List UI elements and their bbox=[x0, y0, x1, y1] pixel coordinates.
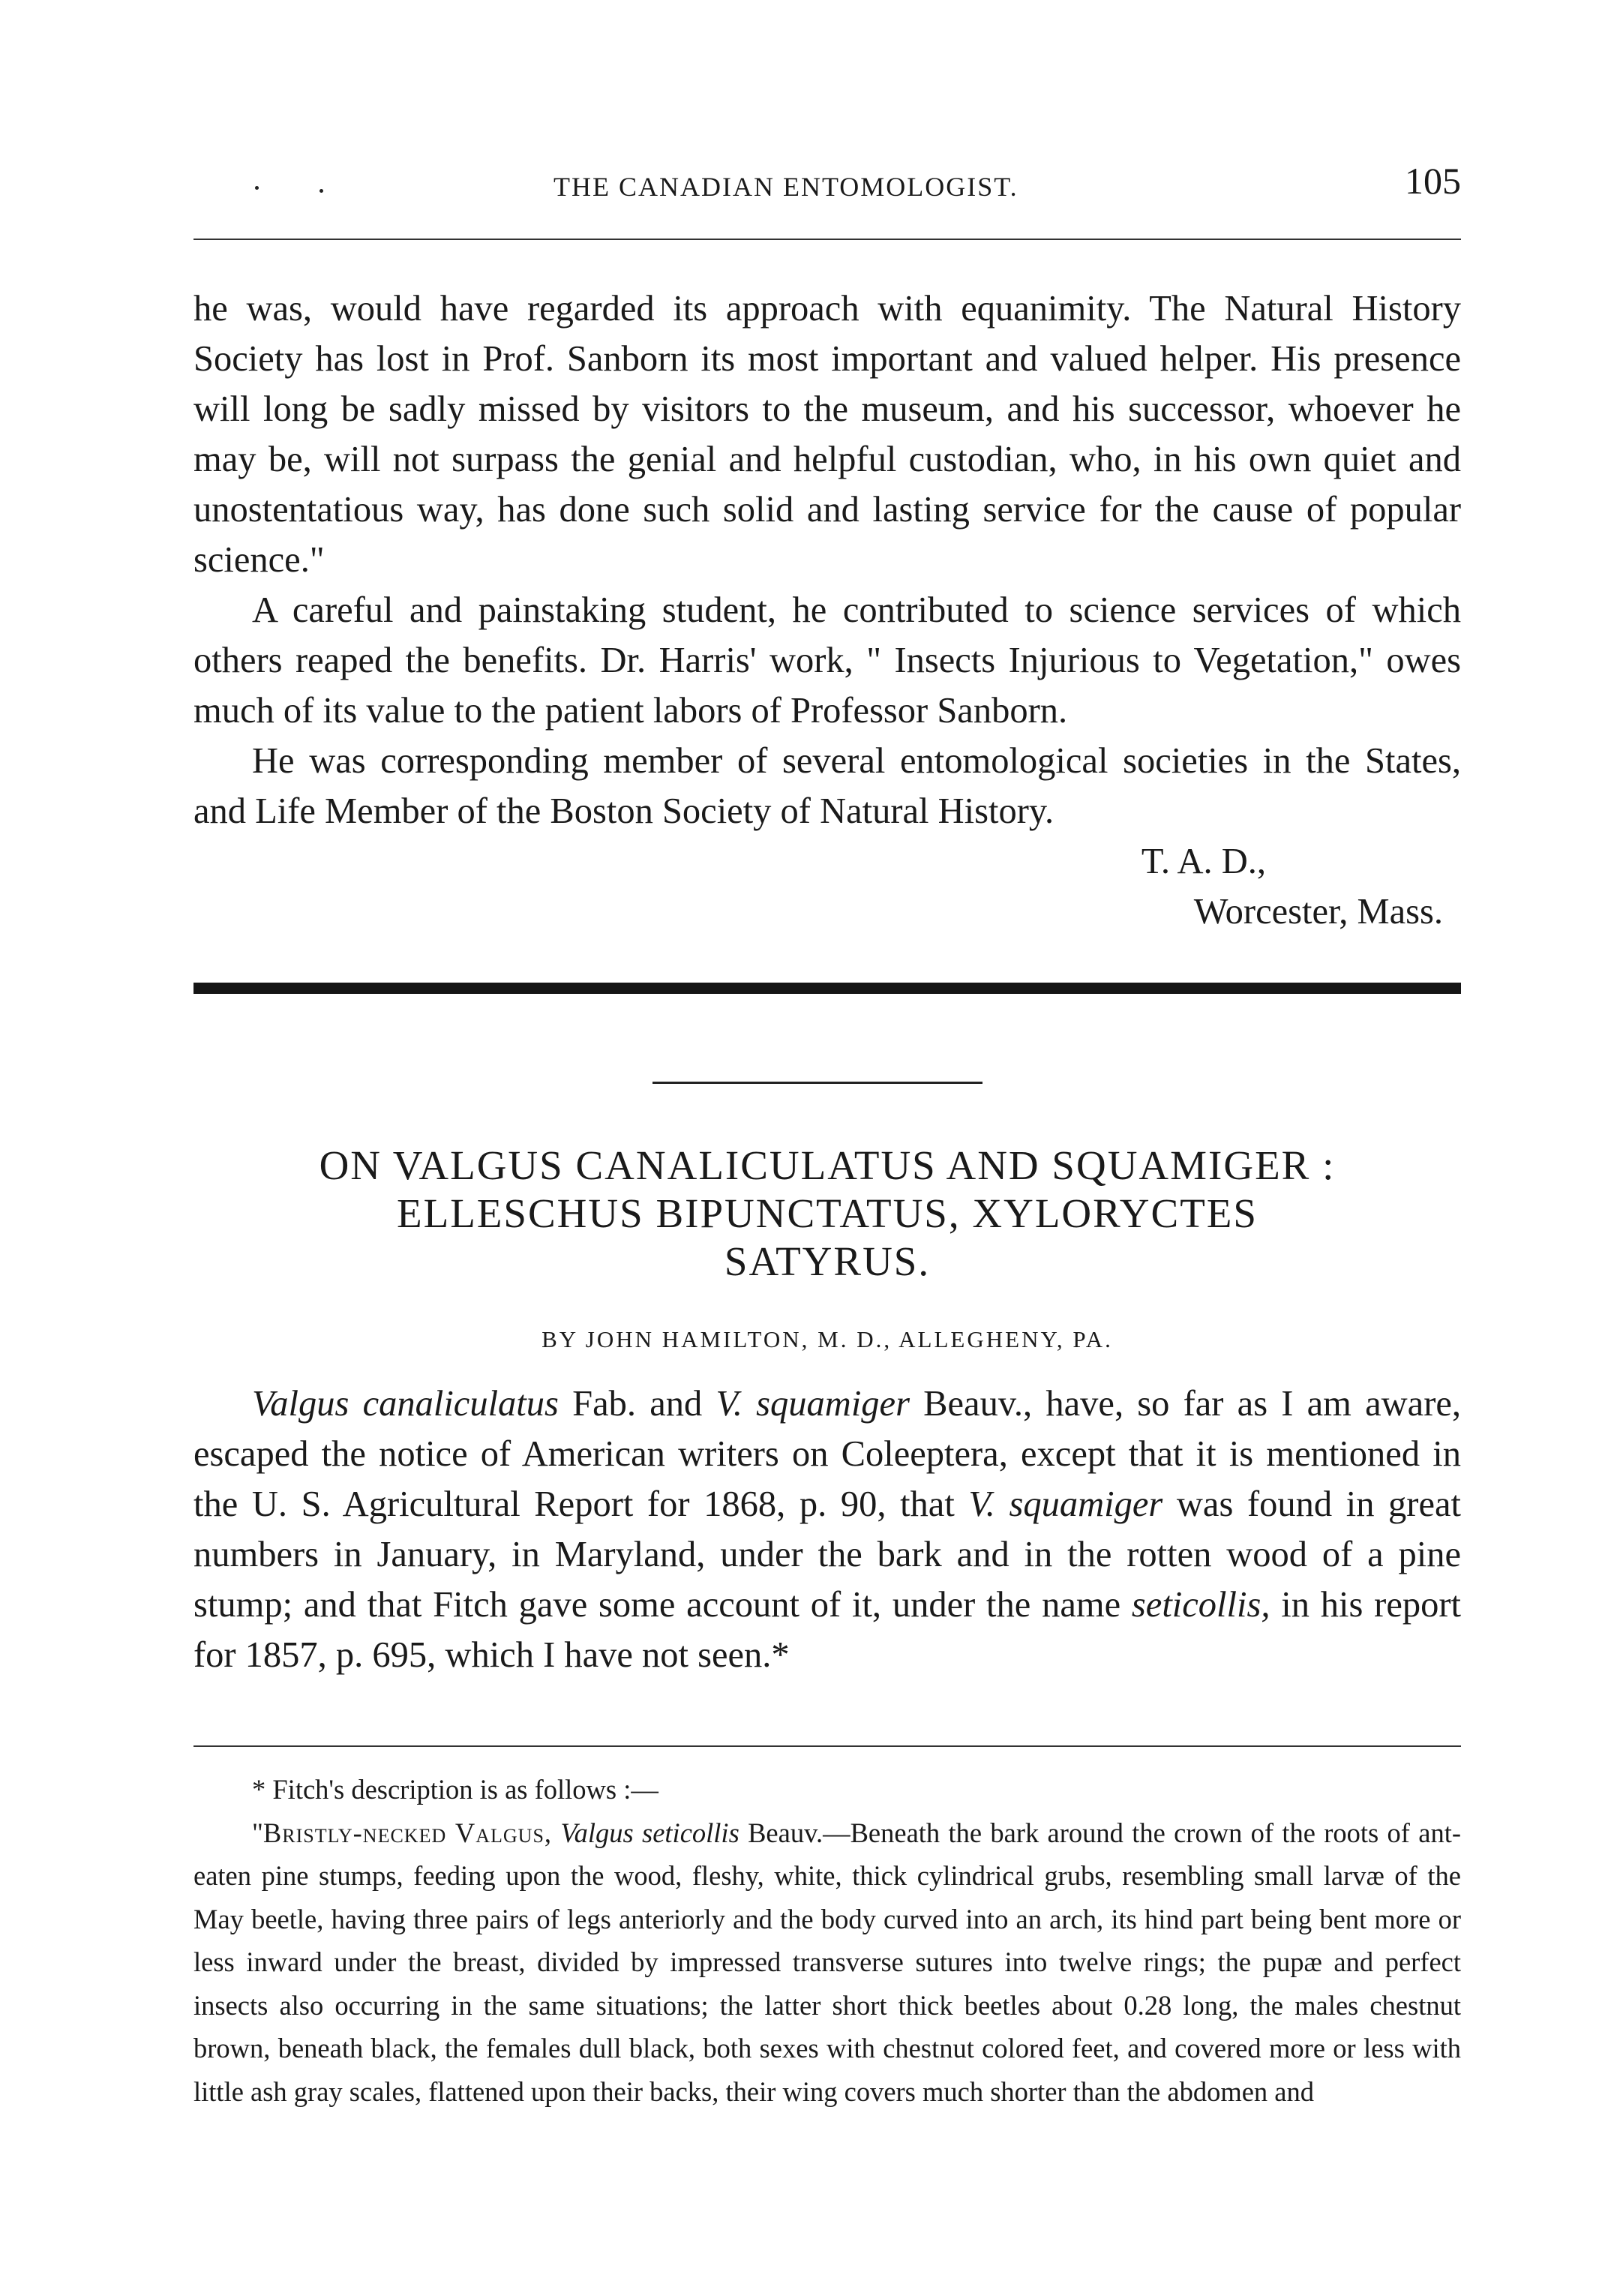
obituary-text bbox=[194, 284, 1461, 937]
article-text-run: was found in great numbers in January, in Maryland, under the bark and in the rotten wood of a pine stump; and that Fitch gave some account of it, under the name bbox=[194, 1484, 1461, 1625]
article-text bbox=[194, 1379, 1461, 1680]
article-title-line: ELLESCHUS BIPUNCTATUS, XYLORYCTES bbox=[397, 1190, 1258, 1236]
article-text-run: in his report for 1857, p. 695, which I have not seen.* bbox=[194, 1585, 1461, 1675]
running-head bbox=[194, 160, 1461, 209]
section-divider bbox=[194, 983, 1461, 994]
signature-place: Worcester, Mass. bbox=[1193, 892, 1443, 932]
footnote bbox=[194, 1768, 1461, 2113]
print-speck bbox=[255, 186, 259, 190]
obituary-paragraph: he was, would have regarded its approach with equanimity. The Natural History Society has lost in Prof. Sanborn its most important and valued helper. His presence will long be sadly missed by visitors to the museum, and his successor, whoever he may be, will not surpass the genial and helpful custodian, who, in his own quiet and unostentatious way, has done such solid and lasting service for the cause of popular science." bbox=[194, 289, 1461, 580]
article-text-run: Fab. and bbox=[558, 1384, 716, 1424]
article-text-run: Beauv., have, so far as I am aware, escaped the notice of American writers on Coleeptera, except that it is mentioned in the U. S. Agricultural Report for 1868, p. 90, that bbox=[194, 1384, 1462, 1524]
header-rule bbox=[194, 239, 1461, 240]
article-title bbox=[194, 1142, 1461, 1286]
species-name: V. squamiger bbox=[716, 1384, 910, 1424]
obituary-paragraph: A careful and painstaking student, he contributed to science services of which others reaped the benefits. Dr. Harris' work, " Insects Injurious to Vegetation," owes much of its value to the patient labors of Professor Sanborn. bbox=[194, 590, 1461, 731]
obituary-paragraph: He was corresponding member of several entomological societies in the States, and Life Member of the Boston Society of Natural History. bbox=[194, 741, 1461, 831]
common-name: Bristly-necked Valgus, bbox=[262, 1817, 553, 1848]
running-title: THE CANADIAN ENTOMOLOGIST. bbox=[554, 172, 1018, 202]
species-name: V. squamiger bbox=[968, 1484, 1163, 1524]
print-speck bbox=[320, 189, 323, 193]
species-name: seticollis, bbox=[1131, 1585, 1270, 1625]
footnote-quote bbox=[194, 1811, 1461, 2114]
page-number: 105 bbox=[1405, 160, 1461, 202]
article-title-line: SATYRUS. bbox=[724, 1238, 931, 1284]
species-name: Valgus seticollis bbox=[560, 1817, 740, 1848]
species-name: Valgus canaliculatus bbox=[252, 1384, 559, 1424]
article-byline: BY JOHN HAMILTON, M. D., ALLEGHENY, PA. bbox=[542, 1326, 1113, 1352]
article-title-line: ON VALGUS CANALICULATUS AND SQUAMIGER : bbox=[319, 1142, 1336, 1188]
signature-initials: T. A. D., bbox=[1141, 842, 1266, 881]
footnote-rule bbox=[194, 1745, 1461, 1747]
quote-mark: " bbox=[252, 1817, 263, 1848]
footnote-intro: * Fitch's description is as follows :— bbox=[252, 1774, 658, 1805]
article-paragraph bbox=[194, 1379, 1461, 1680]
title-rule bbox=[652, 1082, 982, 1084]
footnote-body: Beauv.—Beneath the bark around the crown of the roots of ant-eaten pine stumps, feeding upon the wood, fleshy, white, thick cylindrical grubs, resembling small larvæ of the May beetle, having three pairs of legs anteriorly and the body curved into an arch, its hind part being bent more or less inward under the breast, divided by impressed transverse sutures into twelve rings; the pupæ and perfect insects also occurring in the same situations; the latter short thick beetles about 0.28 long, the males chestnut brown, beneath black, the females dull black, both sexes with chestnut colored feet, and covered more or less with little ash gray scales, flattened upon their backs, their wing covers much shorter than the abdomen and bbox=[194, 1817, 1462, 2107]
